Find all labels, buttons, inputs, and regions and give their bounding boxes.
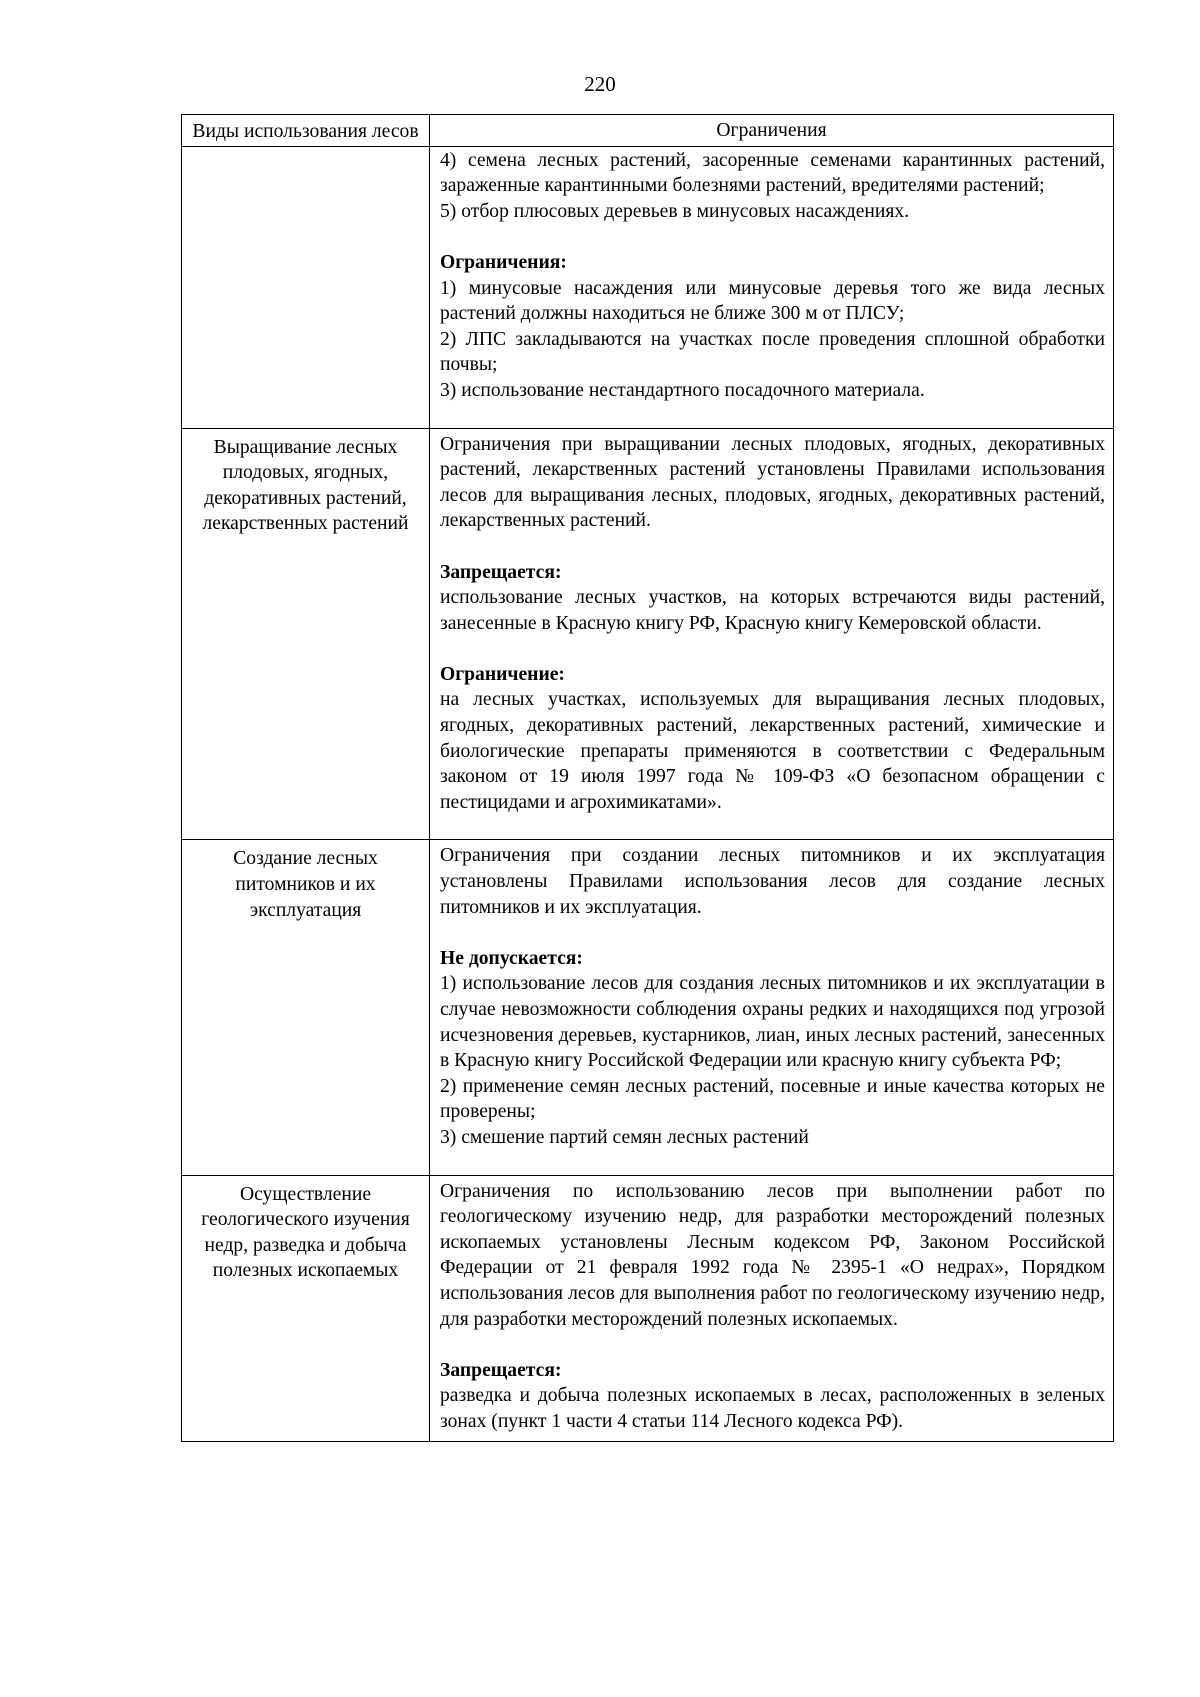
restrictions-cell <box>430 428 1114 840</box>
restriction-item: 1) использование лесов для создания лесных питомников и их эксплуатации в случае невозможности соблюдения охраны редких и находящихся под угрозой исчезновения деревьев, кустарников, лиан, иных лесных растений, занесенных в Красную книгу Российской Федерации или красную книгу субъекта РФ; <box>440 973 1105 1072</box>
table-header-row <box>182 115 1114 147</box>
table-row <box>182 840 1114 1175</box>
forest-use-cell: Создание лесных питомников и их эксплуатация <box>182 840 430 1175</box>
header-restrictions: Ограничения <box>430 115 1114 147</box>
restrictions-table <box>181 114 1114 1442</box>
restriction-text: разведка и добыча полезных ископаемых в лесах, расположенных в зеленых зонах (пункт 1 части 4 статьи 114 Лесного кодекса РФ). <box>440 1385 1105 1432</box>
table-row <box>182 1175 1114 1441</box>
restriction-item: 2) применение семян лесных растений, посевные и иные качества которых не проверены; <box>440 1075 1105 1123</box>
restriction-item: 2) ЛПС закладываются на участках после проведения сплошной обработки почвы; <box>440 328 1105 376</box>
restrictions-cell <box>430 840 1114 1175</box>
restriction-text: Ограничения при создании лесных питомников и их эксплуатация установлены Правилами использования лесов для создание лесных питомников и их эксплуатация. <box>440 845 1105 918</box>
forest-use-cell: Выращивание лесных плодовых, ягодных, декоративных растений, лекарственных растений <box>182 428 430 840</box>
restriction-item: 1) минусовые насаждения или минусовые деревья того же вида лесных растений должны находиться не ближе 300 м от ПЛСУ; <box>440 277 1105 325</box>
section-heading: Не допускается: <box>440 947 583 969</box>
forest-use-cell <box>182 146 430 428</box>
restrictions-cell <box>430 1175 1114 1441</box>
restriction-item: 5) отбор плюсовых деревьев в минусовых насаждениях. <box>440 200 910 222</box>
forest-use-cell: Осуществление геологического изучения недр, разведка и добыча полезных ископаемых <box>182 1175 430 1441</box>
restriction-item: 4) семена лесных растений, засоренные семенами карантинных растений, зараженные карантинными болезнями растений, вредителями растений; <box>440 149 1105 197</box>
restriction-text: использование лесных участков, на которых встречаются виды растений, занесенные в Красную книгу РФ, Красную книгу Кемеровской области. <box>440 587 1105 634</box>
restriction-text: Ограничения по использованию лесов при выполнении работ по геологическому изучению недр, для разработки месторождений полезных ископаемых установлены Лесным кодексом РФ, Законом Российской Федерации от 21 февраля 1992 года № 2395-1 «О недрах», Порядком использования лесов для выполнения работ по геологическому изучению недр, для разработки месторождений полезных ископаемых. <box>440 1180 1105 1330</box>
restriction-item: 3) использование нестандартного посадочного материала. <box>440 379 925 401</box>
header-forest-use-types: Виды использования лесов <box>182 115 430 147</box>
page-number: 220 <box>584 72 616 96</box>
table-row <box>182 146 1114 428</box>
section-heading: Ограничение: <box>440 663 565 685</box>
restriction-text: на лесных участках, используемых для выращивания лесных плодовых, ягодных, декоративных растений, лекарственных растений, химические и биологические препараты применяются в соответствии с Федеральным законом от 19 июля 1997 года № 109-ФЗ «О безопасном обращении с пестицидами и агрохимикатами». <box>440 689 1105 813</box>
restrictions-cell <box>430 146 1114 428</box>
section-heading: Запрещается: <box>440 1359 562 1381</box>
table-row <box>182 428 1114 840</box>
restriction-text: Ограничения при выращивании лесных плодовых, ягодных, декоративных растений, лекарственных растений установлены Правилами использования лесов для выращивания лесных, плодовых, ягодных, декоративных растений, лекарственных растений. <box>440 433 1105 532</box>
restriction-item: 3) смешение партий семян лесных растений <box>440 1126 809 1148</box>
section-heading: Запрещается: <box>440 561 562 583</box>
section-heading: Ограничения: <box>440 251 567 273</box>
